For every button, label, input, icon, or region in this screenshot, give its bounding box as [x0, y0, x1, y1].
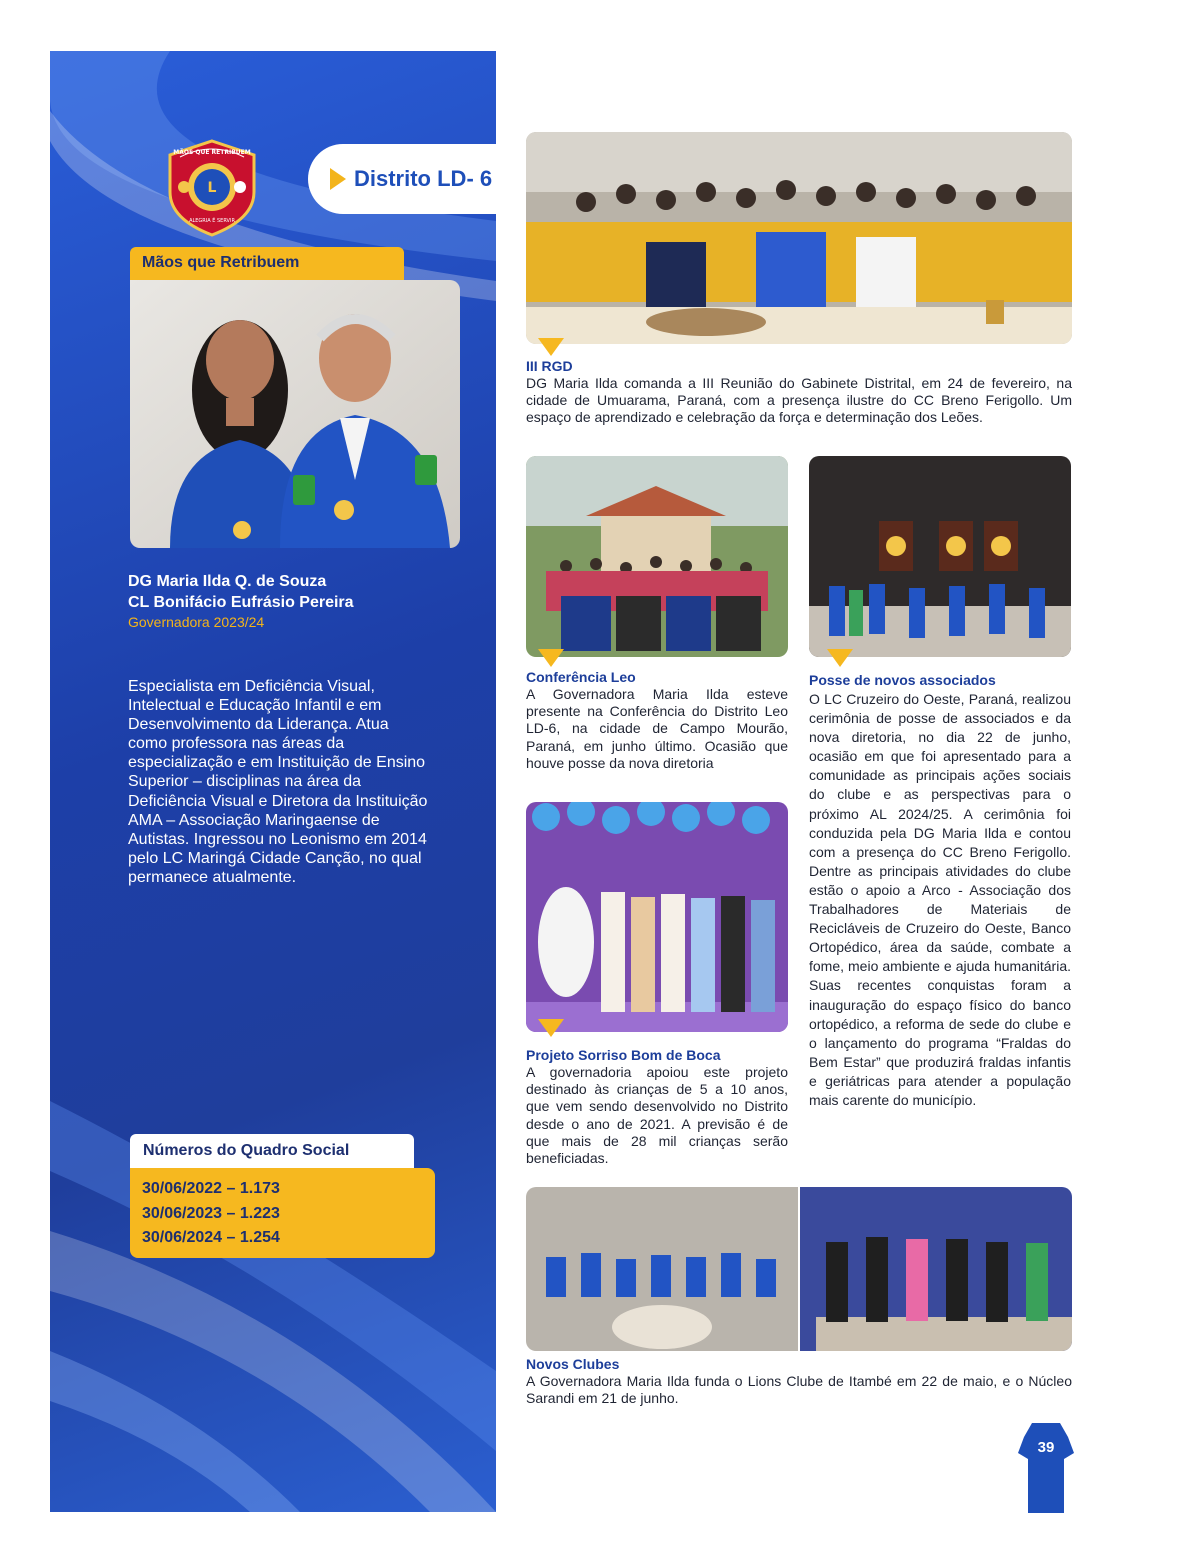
svg-text:ALEGRIA É SERVIR: ALEGRIA É SERVIR [189, 218, 235, 224]
stats-title: Números do Quadro Social [130, 1134, 414, 1170]
posse-text: O LC Cruzeiro do Oeste, Paraná, realizou cerimônia de posse de associados e da nova diretoria, no dia 22 de junho, ocasião em que foi apresentado para a comunidade as principais ações sociais do clube e as perspectivas para o próximo AL 2024/25. A cerimônia foi conduzida pela DG Maria Ilda e contou com a presença do CC Breno Ferigollo. Dentre as principais atividades do clube estão o apoio a Arco - Associação dos Trabalhadores de Materiais de Recicláveis de Cruzeiro do Oeste, Banco Ortopédico, área da saúde, combate a fome, meio ambiente e ajuda humanitária. Suas recentes conquistas foram a inauguração do espaço físico do banco ortopédico, a reforma de sede do clube e o lançamento do programa “Fraldas do Bem Estar” que produzirá fraldas infantis e geriátricas para atender a população mais carente do município. [809, 691, 1071, 1108]
new-clubs-photo [526, 1187, 1072, 1351]
caption-pointer-icon [538, 338, 564, 356]
rgd-group-photo [526, 132, 1072, 344]
play-arrow-icon [330, 168, 346, 190]
clubes-title: Novos Clubes [526, 1356, 620, 1372]
rgd-title: III RGD [526, 358, 573, 374]
clubes-text: A Governadora Maria Ilda funda o Lions Clube de Itambé em 22 de maio, e o Núcleo Sarandi em 21 de junho. [526, 1373, 1072, 1407]
district-badge [308, 144, 496, 214]
page-tab-icon [1018, 1423, 1074, 1513]
governor-bio: Especialista em Deficiência Visual, Intelectual e Educação Infantil e em Desenvolvimento da Liderança. Atua como professora nas áreas da especialização e em Instituição de Ensino Superior – disciplinas na área da Deficiência Visual e Diretora da Instituição AMA – Associação Maringaense de Autistas. Ingressou no Leonismo em 2014 pelo LC Maringá Cidade Canção, no qual permanece atualmente. [128, 678, 428, 886]
rgd-text: DG Maria Ilda comanda a III Reunião do Gabinete Distrital, em 24 de fevereiro, na cidade de Umuarama, Paraná, com a presença ilustre do CC Breno Ferigollo. Um espaço de aprendizado e celebração da força e determinação dos Leões. [526, 375, 1072, 426]
stats-row: 30/06/2023 – 1.223 [142, 1204, 280, 1222]
leo-text: A Governadora Maria Ilda esteve presente na Conferência do Distrito Leo LD-6, na cidade de Campo Mourão, Paraná, em junho último. Ocasião que houve posse da nova diretoria [526, 686, 788, 771]
svg-text:MÃOS QUE RETRIBUEM: MÃOS QUE RETRIBUEM [173, 149, 251, 156]
posse-title: Posse de novos associados [809, 672, 996, 688]
lions-club-logo [162, 137, 262, 237]
posse-ceremony-photo [809, 456, 1071, 657]
caption-pointer-icon [538, 1019, 564, 1037]
sorriso-title: Projeto Sorriso Bom de Boca [526, 1047, 721, 1063]
caption-pointer-icon [827, 649, 853, 667]
district-title: Distrito LD- 6 [354, 166, 493, 191]
stats-row: 30/06/2022 – 1.173 [142, 1180, 280, 1197]
governor-name: DG Maria Ilda Q. de Souza [128, 573, 327, 590]
leo-title: Conferência Leo [526, 669, 636, 685]
sorriso-project-photo [526, 802, 788, 1032]
profile-panel [50, 51, 496, 1512]
governor-role: Governadora 2023/24 [128, 614, 265, 630]
sorriso-text: A governadoria apoiou este projeto destinado às crianças de 5 a 10 anos, que vem sendo desenvolvido no Distrito desde o ano de 2021. A previsão é de que mais de 28 mil crianças serão beneficiadas. [526, 1064, 788, 1167]
stats-row: 30/06/2024 – 1.254 [142, 1229, 280, 1246]
section-tab: Mãos que Retribuem [130, 247, 404, 281]
stats-box [130, 1168, 435, 1258]
governor-portrait [130, 280, 460, 548]
caption-pointer-icon [538, 649, 564, 667]
page-number-badge [1018, 1423, 1074, 1513]
leo-conference-photo [526, 456, 788, 657]
page-number: 39 [1037, 1439, 1055, 1456]
spouse-name: CL Bonifácio Eufrásio Pereira [128, 594, 354, 611]
svg-text:L: L [207, 180, 217, 196]
governor-names [128, 571, 458, 632]
